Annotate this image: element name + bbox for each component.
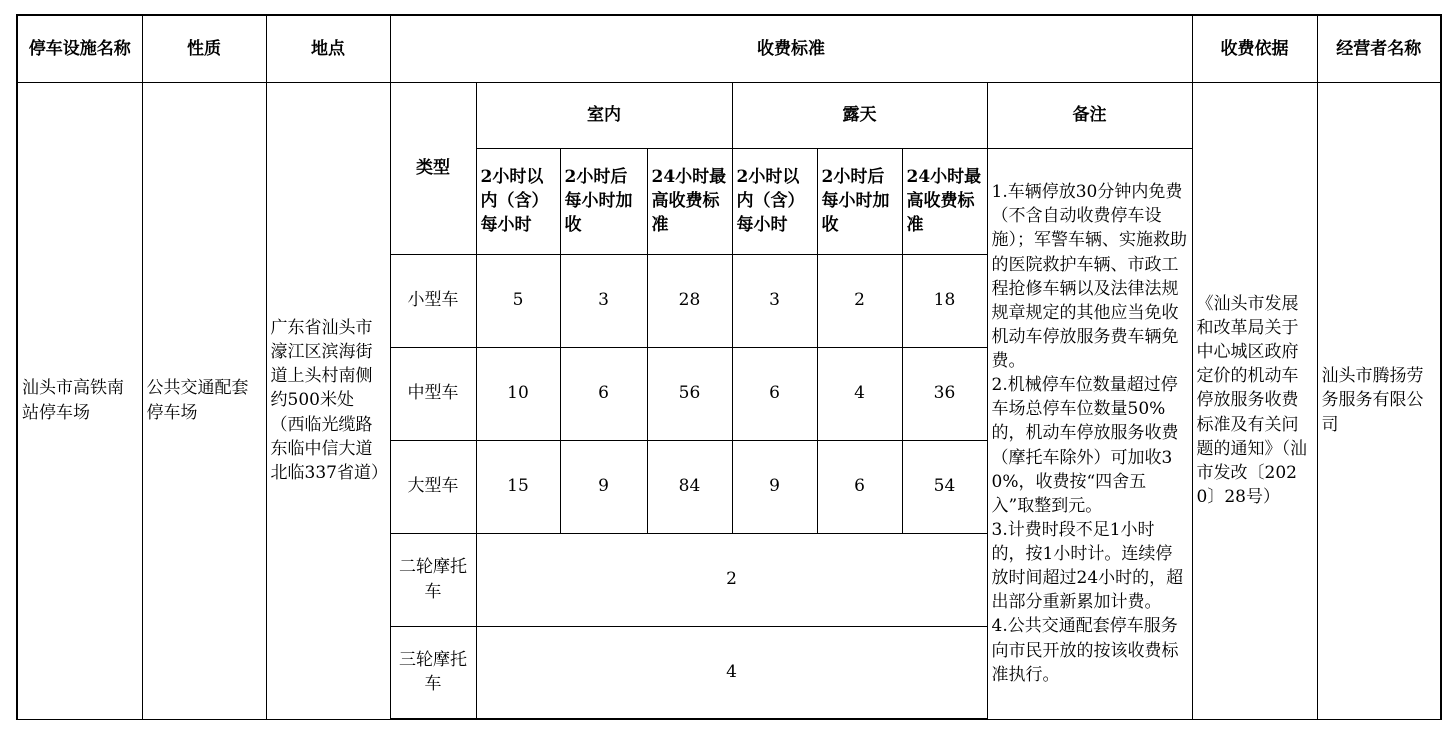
outdoor-header: 露天 (732, 82, 987, 148)
facility-nature: 公共交通配套停车场 (142, 82, 266, 719)
rate-cell: 3 (732, 254, 817, 347)
header-location: 地点 (266, 15, 390, 82)
fee-basis: 《汕头市发展和改革局关于中心城区政府定价的机动车停放服务收费标准及有关问题的通知》（汕市发改〔2020〕28号） (1192, 82, 1317, 719)
rate-cell: 5 (476, 254, 560, 347)
remark-item: 3.计费时段不足1小时的，按1小时计。连续停放时间超过24小时的，超出部分重新累加计费。 (991, 519, 1184, 613)
rate-cell: 6 (817, 440, 902, 533)
rate-cell: 4 (817, 347, 902, 440)
indoor-col-after-2h: 2小时后每小时加收 (560, 148, 647, 254)
rate-cell: 6 (732, 347, 817, 440)
vehicle-type: 二轮摩托车 (390, 533, 476, 626)
vehicle-type: 小型车 (390, 254, 476, 347)
motorcycle-fee: 2 (476, 533, 987, 626)
remarks-header: 备注 (987, 82, 1192, 148)
remarks (987, 148, 1192, 719)
header-nature: 性质 (142, 15, 266, 82)
rate-cell: 54 (902, 440, 987, 533)
rate-cell: 56 (647, 347, 732, 440)
rate-cell: 36 (902, 347, 987, 440)
outdoor-col-after-2h: 2小时后每小时加收 (817, 148, 902, 254)
rate-cell: 84 (647, 440, 732, 533)
vehicle-type: 大型车 (390, 440, 476, 533)
rate-cell: 3 (560, 254, 647, 347)
rate-cell: 28 (647, 254, 732, 347)
operator-name: 汕头市腾扬劳务服务有限公司 (1317, 82, 1441, 719)
header-fee-standard: 收费标准 (390, 15, 1192, 82)
outdoor-col-24h-max: 24小时最高收费标准 (902, 148, 987, 254)
remark-item: 4.公共交通配套停车服务向市民开放的按该收费标准执行。 (991, 616, 1179, 685)
header-facility-name: 停车设施名称 (17, 15, 142, 82)
type-header: 类型 (390, 82, 476, 254)
remark-item: 2.机械停车位数量超过停车场总停车位数量50%的，机动车停放服务收费（摩托车除外）可加收30%，收费按“四舍五入”取整到元。 (991, 375, 1179, 516)
rate-cell: 6 (560, 347, 647, 440)
rate-cell: 9 (732, 440, 817, 533)
indoor-col-24h-max: 24小时最高收费标准 (647, 148, 732, 254)
header-fee-basis: 收费依据 (1192, 15, 1317, 82)
facility-name: 汕头市高铁南站停车场 (17, 82, 142, 719)
indoor-header: 室内 (476, 82, 732, 148)
indoor-col-first-2h: 2小时以内（含）每小时 (476, 148, 560, 254)
outdoor-col-first-2h: 2小时以内（含）每小时 (732, 148, 817, 254)
vehicle-type: 三轮摩托车 (390, 626, 476, 719)
rate-cell: 15 (476, 440, 560, 533)
rate-cell: 2 (817, 254, 902, 347)
rate-cell: 9 (560, 440, 647, 533)
vehicle-type: 中型车 (390, 347, 476, 440)
remark-item: 1.车辆停放30分钟内免费（不含自动收费停车设施）；军警车辆、实施救助的医院救护车辆、市政工程抢修车辆以及法律法规规章规定的其他应当免收机动车停放服务费车辆免费。 (991, 182, 1187, 372)
header-operator: 经营者名称 (1317, 15, 1441, 82)
rate-cell: 18 (902, 254, 987, 347)
rate-cell: 10 (476, 347, 560, 440)
parking-fee-table (16, 14, 1442, 720)
motorcycle-fee: 4 (476, 626, 987, 719)
facility-location: 广东省汕头市濠江区滨海街道上头村南侧约500米处（西临光缆路东临中信大道北临337省道） (266, 82, 390, 719)
